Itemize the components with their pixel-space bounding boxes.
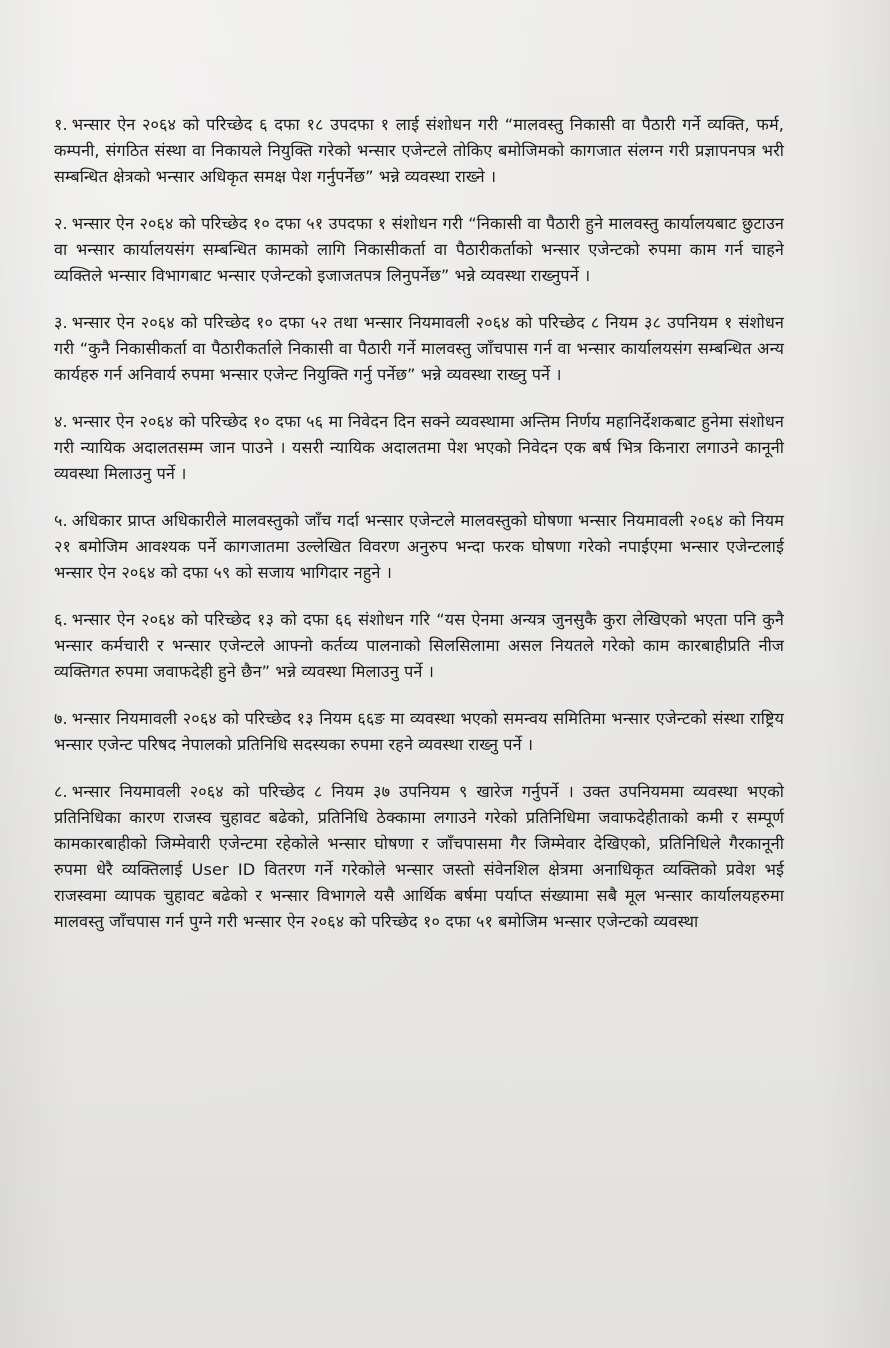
numbered-paragraph-7 [54,706,784,758]
numbered-paragraph-1 [54,112,784,190]
numbered-paragraph-4 [54,409,784,487]
numbered-paragraph-2 [54,211,784,289]
paragraph-number: ५. [54,511,68,530]
numbered-paragraph-5 [54,508,784,586]
paragraph-text: भन्सार ऐन २०६४ को परिच्छेद १३ को दफा ६६ संशोधन गरि “यस ऐनमा अन्यत्र जुनसुकै कुरा लेखिएको भएता पनि कुनै भन्सार कर्मचारी र भन्सार एजेन्टले आफ्नो कर्तव्य पालनाको सिलसिलामा असल नियतले गरेको काम कारबाहीप्रति नीज व्यक्तिगत रुपमा जवाफदेही हुने छैन” भन्ने व्यवस्था मिलाउनु पर्ने । [54,610,784,681]
paragraph-text: अधिकार प्राप्त अधिकारीले मालवस्तुको जाँच गर्दा भन्सार एजेन्टले मालवस्तुको घोषणा भन्सार नियमावली २०६४ को नियम २१ बमोजिम आवश्यक पर्ने कागजातमा उल्लेखित विवरण अनुरुप भन्दा फरक घोषणा गरेको नपाईएमा भन्सार एजेन्टलाई भन्सार ऐन २०६४ को दफा ५९ को सजाय भागिदार नहुने । [54,511,784,582]
paragraph-number: ८. [54,782,68,801]
paragraph-text: भन्सार ऐन २०६४ को परिच्छेद १० दफा ५१ उपदफा १ संशोधन गरी “निकासी वा पैठारी हुने मालवस्तु कार्यालयबाट छुटाउन वा भन्सार कार्यालयसंग सम्बन्धित कामको लागि निकासीकर्ता वा पैठारीकर्ताको भन्सार एजेन्टको रुपमा काम गर्न चाहने व्यक्तिले भन्सार विभागबाट भन्सार एजेन्टको इजाजतपत्र लिनुपर्नेछ” भन्ने व्यवस्था राख्नुपर्ने । [54,214,784,285]
numbered-paragraph-8 [54,779,784,935]
paragraph-text: भन्सार नियमावली २०६४ को परिच्छेद १३ नियम ६६ङ मा व्यवस्था भएको समन्वय समितिमा भन्सार एजेन्टको संस्था राष्ट्रिय भन्सार एजेन्ट परिषद नेपालको प्रतिनिधि सदस्यका रुपमा रहने व्यवस्था राख्नु पर्ने । [54,709,784,754]
paragraph-text: भन्सार ऐन २०६४ को परिच्छेद ६ दफा १८ उपदफा १ लाई संशोधन गरी “मालवस्तु निकासी वा पैठारी गर्ने व्यक्ति, फर्म, कम्पनी, संगठित संस्था वा निकायले नियुक्ति गरेको भन्सार एजेन्टले तोकिए बमोजिमको कागजात संलग्न गरी प्रज्ञापनपत्र भरी सम्बन्धित क्षेत्रको भन्सार अधिकृत समक्ष पेश गर्नुपर्नेछ” भन्ने व्यवस्था राख्ने । [54,115,784,186]
paragraph-text: भन्सार ऐन २०६४ को परिच्छेद १० दफा ५६ मा निवेदन दिन सक्ने व्यवस्थामा अन्तिम निर्णय महानिर्देशकबाट हुनेमा संशोधन गरी न्यायिक अदालतसम्म जान पाउने । यसरी न्यायिक अदालतमा पेश भएको निवेदन एक बर्ष भित्र किनारा लगाउने कानूनी व्यवस्था मिलाउनु पर्ने । [54,412,784,483]
paragraph-text: भन्सार नियमावली २०६४ को परिच्छेद ८ नियम ३७ उपनियम ९ खारेज गर्नुपर्ने । उक्त उपनियममा व्यवस्था भएको प्रतिनिधिका कारण राजस्व चुहावट बढेको, प्रतिनिधि ठेक्कामा लगाउने गरेको प्रतिनिधिमा जवाफदेहीताको कमी र सम्पूर्ण कामकारबाहीको जिम्मेवारी एजेन्टमा रहेकोले भन्सार घोषणा र जाँचपासमा गैर जिम्मेवार देखिएको, प्रतिनिधिले गैरकानूनी रुपमा धेरै व्यक्तिलाई User ID वितरण गर्ने गरेकोले भन्सार जस्तो संवेनशिल क्षेत्रमा अनाधिकृत व्यक्तिको प्रवेश भई राजस्वमा व्यापक चुहावट बढेको र भन्सार विभागले यसै आर्थिक बर्षमा पर्याप्त संख्यामा सबै मूल भन्सार कार्यालयहरुमा मालवस्तु जाँचपास गर्न पुग्ने गरी भन्सार ऐन २०६४ को परिच्छेद १० दफा ५१ बमोजिम भन्सार एजेन्टको व्यवस्था [54,782,784,931]
paragraph-number: २. [54,214,68,233]
paragraph-number: १. [54,115,68,134]
paragraph-text: भन्सार ऐन २०६४ को परिच्छेद १० दफा ५२ तथा भन्सार नियमावली २०६४ को परिच्छेद ८ नियम ३८ उपनियम १ संशोधन गरी “कुनै निकासीकर्ता वा पैठारीकर्ताले निकासी वा पैठारी गर्ने मालवस्तु जाँचपास गर्न वा भन्सार कार्यालयसंग सम्बन्धित अन्य कार्यहरु गर्न अनिवार्य रुपमा भन्सार एजेन्ट नियुक्ति गर्नु पर्नेछ” भन्ने व्यवस्था राख्नु पर्ने । [54,313,784,384]
paragraph-number: ७. [54,709,68,728]
paragraph-number: ४. [54,412,68,431]
numbered-paragraph-6 [54,607,784,685]
paragraph-number: ६. [54,610,68,629]
paragraph-number: ३. [54,313,68,332]
document-body [54,112,784,935]
numbered-paragraph-3 [54,310,784,388]
